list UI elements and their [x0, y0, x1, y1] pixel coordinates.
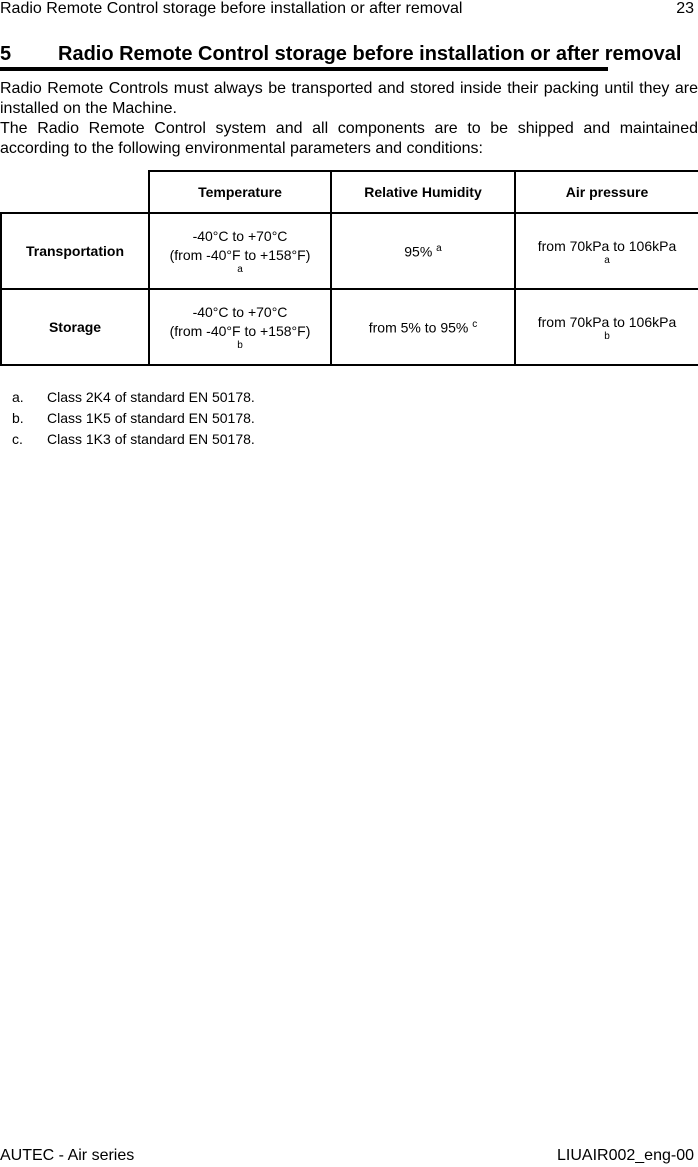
row-label-transportation: Transportation: [1, 213, 149, 289]
cell-humidity: [331, 289, 515, 365]
intro-paragraph-1: Radio Remote Controls must always be transported and stored inside their packing until they are installed on the Machine.: [0, 80, 698, 117]
intro-text: [0, 79, 698, 159]
section-title: Radio Remote Control storage before installation or after removal: [58, 43, 682, 65]
heading-underline: [0, 67, 608, 71]
table-footnotes: [0, 387, 698, 450]
table-header-row: [1, 171, 698, 213]
humidity-value: 95%: [404, 243, 433, 260]
footnote-ref: a: [604, 254, 610, 266]
temperature-celsius: -40°C to +70°C: [192, 304, 288, 320]
footnote-mark: b.: [12, 410, 24, 426]
intro-paragraph-2: The Radio Remote Control system and all components are to be shipped and maintained according to the following environmental parameters and conditions:: [0, 120, 698, 157]
footnote-ref: a: [436, 242, 442, 254]
footnote-item: [0, 408, 698, 429]
running-title: Radio Remote Control storage before installation or after removal: [0, 0, 463, 17]
cell-humidity: [331, 213, 515, 289]
table-corner-cell: [1, 171, 149, 213]
cell-pressure: [515, 213, 698, 289]
footer-doc-code: LIUAIR002_eng-00: [557, 1147, 694, 1164]
humidity-value: from 5% to 95%: [368, 319, 469, 336]
header-air-pressure: Air pressure: [515, 171, 698, 213]
footnote-text: Class 1K5 of standard EN 50178.: [47, 410, 255, 426]
page-number: 23: [676, 0, 694, 17]
section-number: 5: [0, 43, 12, 65]
cell-pressure: [515, 289, 698, 365]
running-footer: [0, 1147, 698, 1167]
header-relative-humidity: Relative Humidity: [331, 171, 515, 213]
header-temperature: Temperature: [149, 171, 331, 213]
environmental-conditions-table: [0, 170, 698, 366]
footnote-text: Class 2K4 of standard EN 50178.: [47, 389, 255, 405]
table-row: [1, 289, 698, 365]
footnote-ref: b: [604, 330, 610, 342]
table-row: [1, 213, 698, 289]
footer-series: AUTEC - Air series: [0, 1147, 135, 1164]
footnote-ref: a: [237, 264, 243, 275]
row-label-storage: Storage: [1, 289, 149, 365]
footnote-item: [0, 429, 698, 450]
footnote-ref: c: [472, 318, 478, 330]
footnote-item: [0, 387, 698, 408]
footnote-mark: a.: [12, 389, 24, 405]
cell-temperature: [149, 289, 331, 365]
footnote-mark: c.: [12, 431, 23, 447]
temperature-fahrenheit: (from -40°F to +158°F): [169, 247, 311, 263]
footnote-text: Class 1K3 of standard EN 50178.: [47, 431, 255, 447]
cell-temperature: [149, 213, 331, 289]
temperature-fahrenheit: (from -40°F to +158°F): [169, 323, 311, 339]
temperature-celsius: -40°C to +70°C: [192, 228, 288, 244]
section-heading: [0, 42, 698, 72]
pressure-value: from 70kPa to 106kPa: [537, 237, 677, 254]
pressure-value: from 70kPa to 106kPa: [537, 313, 677, 330]
running-header: [0, 0, 698, 20]
footnote-ref: b: [237, 340, 243, 351]
